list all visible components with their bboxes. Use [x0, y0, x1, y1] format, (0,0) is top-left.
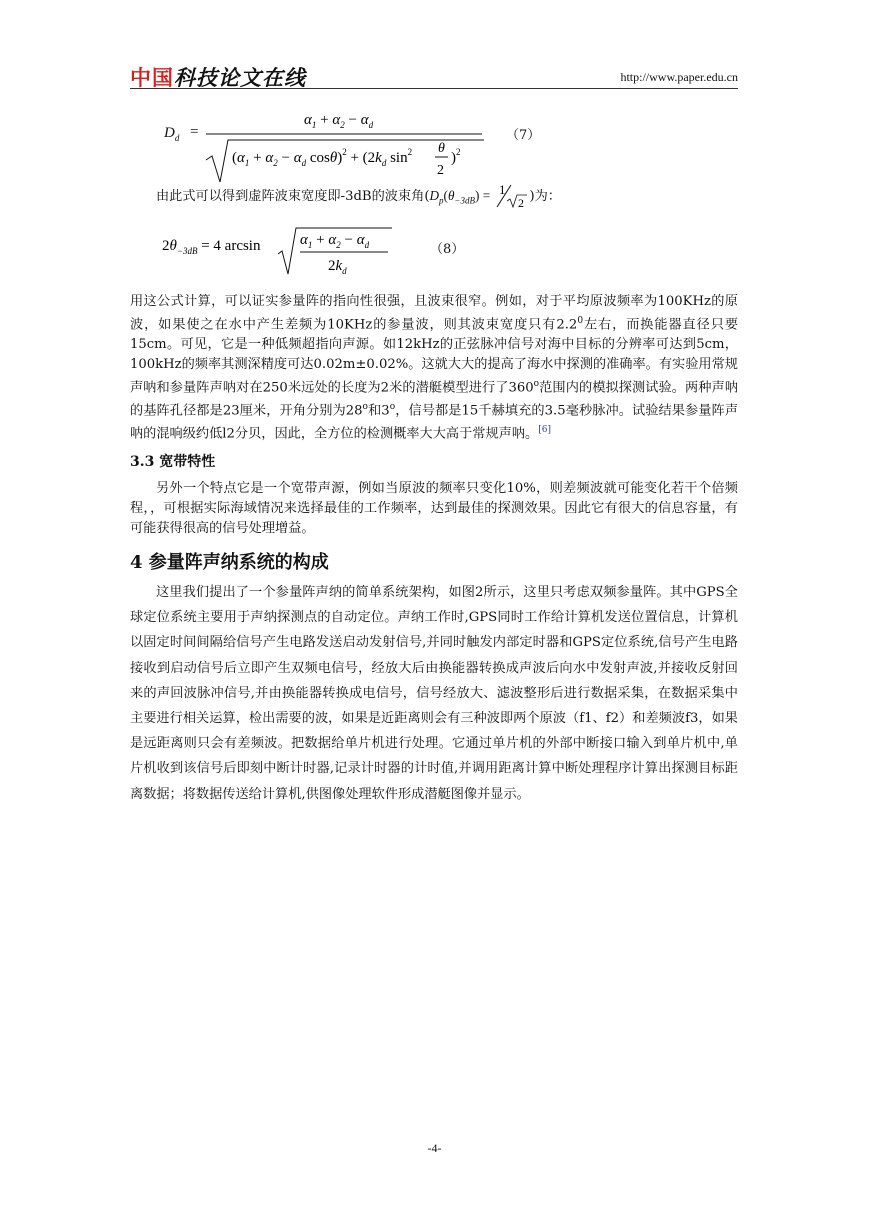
svg-text:α1 + α2 − αd: $\alpha_1 + \alpha_2 - \alpha_d$	[304, 112, 374, 130]
one-over-root2	[493, 183, 529, 209]
paragraph-system	[130, 580, 738, 807]
usage-sup-2: o	[533, 378, 540, 389]
logo-black-text: 科技论文在线	[174, 66, 306, 90]
header-url: http://www.paper.edu.cn	[620, 70, 738, 84]
eq8-formula	[160, 224, 400, 282]
broadband-text: 另外一个特点它是一个宽带声源，例如当原波的频率只变化10%，则差频波就可能变化若干个倍频程，，可根据实际海域情况来选择最佳的工作频率，达到最佳的探测效果。因此它有很大的信息容量，有可能获得很高的信号处理增益。	[130, 481, 738, 536]
usage-text-a: 用这公式计算，可以证实参量阵的指向性很强，且波束很窄。例如，对于平均原波频率为100KHz的原波，如果使之在水中产生差频为10KHz的参量波，则其波束宽度只有2.2	[130, 294, 738, 333]
eq7-equals: =	[190, 124, 199, 140]
svg-text:α1 + α2 − αd: $\alpha_1 + \alpha_2 - \alpha_d$	[300, 232, 370, 250]
svg-text:(α1 + α2 − αd cosθ)2 + (2kd si: ($\alpha_1 + \alpha_2 - \alpha_d$ $\cos\theta)^2 + (2k_d$ $\sin^2$	[232, 147, 413, 168]
paragraph-broadband	[130, 479, 738, 539]
svg-text:θ: θ	[438, 141, 445, 156]
page-header	[130, 62, 738, 89]
eq7-lhs: $D_d$	[164, 125, 180, 143]
eq8-intro	[130, 182, 738, 216]
eq7-number: （7）	[506, 128, 541, 143]
usage-sup-4: o	[389, 401, 396, 412]
eq7-formula	[204, 108, 504, 188]
paragraph-usage	[130, 292, 738, 444]
eq8-intro-text: 由此式可以得到虚阵波束宽度即-3dB的波束角(	[156, 189, 430, 204]
equation-7	[160, 108, 720, 188]
svg-text:2: 2	[518, 195, 525, 209]
eq8-number: （8）	[430, 242, 465, 257]
usage-text-e: ，信号都是15千赫填充的3.5毫秒脉冲。试验结果参量阵声呐的混响级约低l2分贝，因此，全方位的检测概率大大高于常规声呐。	[130, 403, 739, 442]
svg-text:1: 1	[499, 182, 506, 197]
beam-angle-expr: $D_p(\theta_{-3dB})$ = 1 2	[430, 188, 530, 203]
eq8-intro-tail: )为：	[529, 189, 561, 204]
usage-text-b: 左右，而换能器直径只要15cm。可见，它是一种低频超指向声源。如12kHz的正弦脉冲信号对海中目标的分辨率可达到5cm，100kHz的频率其测深精度可达0.02m±0.02%。这就大大的提高了海水中探测的准确率。有实验用常规声呐和参量阵声呐对在250米远处的长度为2米的潜艇模型进行了360	[130, 317, 739, 395]
usage-text-c: 范围内的模拟探测试验。两种声呐的基阵孔径都是23厘米，开角分别为28	[130, 379, 739, 419]
svg-text:2θ−3dB = 4 arcsin: $2\theta_{-3dB} = 4$ arcsin	[162, 238, 261, 256]
svg-text:2kd: $2k_d$	[328, 258, 347, 276]
page-number: -4-	[427, 1141, 442, 1155]
citation-6[interactable]: [6]	[538, 424, 551, 435]
section-heading-4: 4 参量阵声纳系统的构成	[130, 552, 329, 573]
svg-text:2: 2	[437, 163, 444, 178]
system-text: 这里我们提出了一个参量阵声纳的简单系统架构，如图2所示，这里只考虑双频参量阵。其中GPS全球定位系统主要用于声纳探测点的自动定位。声纳工作时,GPS同时工作给计算机发送位置信息，计算机以固定时间间隔给信号产生电路发送启动发射信号,并同时触发内部定时器和GPS定位系统,信号产生电路接收到启动信号后立即产生双频电信号，经放大后由换能器转换成声波后向水中发射声波,并接收反射回来的声回波脉冲信号,并由换能器转换成电信号，信号经放大、滤波整形后进行数据采集，在数据采集中主要进行相关运算，检出需要的波，如果是近距离则会有三种波即两个原波（f1、f2）和差频波f3，如果是远距离则只会有差频波。把数据给单片机进行处理。它通过单片机的外部中断接口输入到单片机中,单片机收到该信号后即刻中断计时器,记录计时器的计时值,并调用距离计算中断处理程序计算出探测目标距离数据；将数据传送给计算机,供图像处理软件形成潜艇图像并显示。	[130, 585, 738, 802]
section-heading-3-3: 3.3 宽带特性	[130, 454, 216, 470]
usage-sup-3: o	[362, 401, 368, 412]
usage-text-d: 和3	[367, 403, 390, 419]
usage-sup-1: 0	[577, 315, 584, 326]
logo-red-text: 中国	[130, 66, 174, 90]
journal-logo	[130, 62, 306, 92]
svg-text:)2: )$^2$	[451, 147, 461, 166]
equation-8	[160, 224, 720, 282]
